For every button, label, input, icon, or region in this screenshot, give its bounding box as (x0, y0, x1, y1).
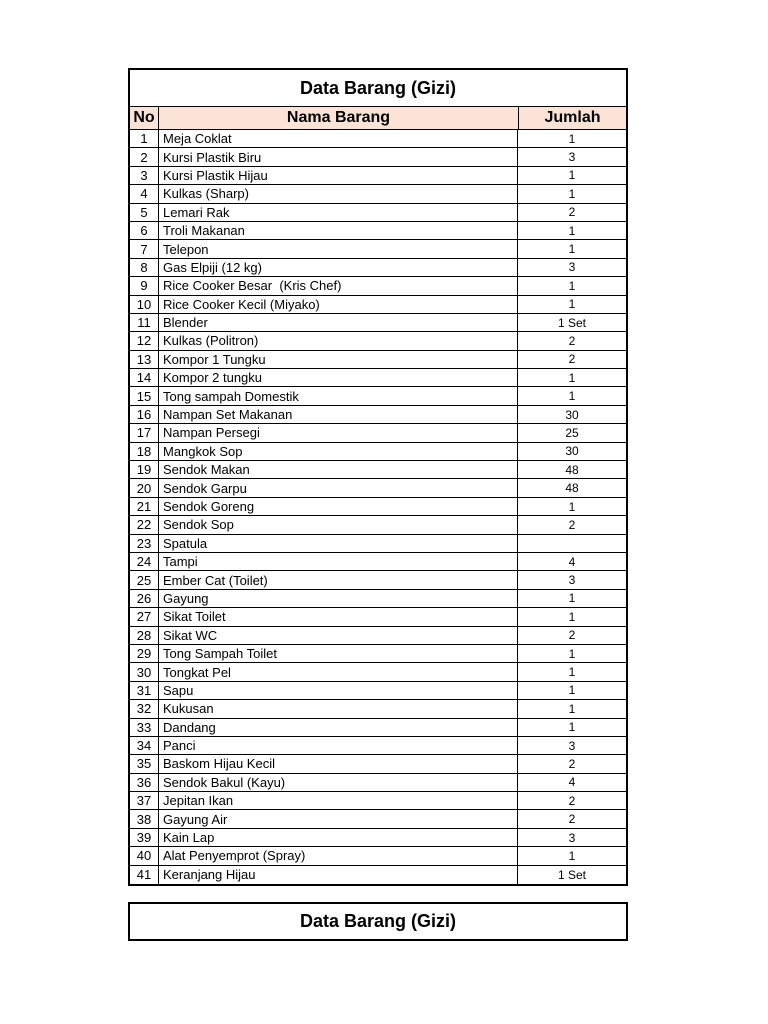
item-quantity: 2 (568, 793, 576, 808)
table-row (130, 296, 626, 314)
item-name: Sendok Goreng (159, 498, 518, 515)
item-name: Spatula (159, 535, 518, 552)
item-quantity: 1 (568, 297, 576, 312)
table-row (130, 627, 626, 645)
table-row (130, 866, 626, 884)
row-number: 39 (130, 829, 159, 846)
row-number: 28 (130, 627, 159, 644)
table-row (130, 645, 626, 663)
table-row (130, 314, 626, 332)
table-row (130, 700, 626, 718)
item-quantity: 2 (568, 517, 576, 532)
second-table-title: Data Barang (Gizi) (128, 902, 628, 941)
row-number: 17 (130, 424, 159, 441)
row-number: 29 (130, 645, 159, 662)
item-name: Rice Cooker Besar (Kris Chef) (159, 277, 518, 294)
item-quantity (518, 535, 626, 552)
inventory-table (128, 68, 628, 886)
item-name: Sendok Garpu (159, 479, 518, 496)
table-row (130, 535, 626, 553)
item-name: Gayung (159, 590, 518, 607)
row-number: 41 (130, 866, 159, 884)
item-quantity: 2 (568, 333, 576, 348)
item-name: Keranjang Hijau (159, 866, 518, 884)
row-number: 6 (130, 222, 159, 239)
row-number: 4 (130, 185, 159, 202)
table-row (130, 498, 626, 516)
item-name: Sikat Toilet (159, 608, 518, 625)
table-row (130, 369, 626, 387)
item-name: Jepitan Ikan (159, 792, 518, 809)
table-row (130, 167, 626, 185)
table-row (130, 663, 626, 681)
item-quantity: 1 (568, 683, 576, 698)
table-title: Data Barang (Gizi) (130, 70, 626, 107)
item-quantity: 1 (568, 278, 576, 293)
row-number: 2 (130, 148, 159, 165)
item-quantity: 2 (568, 205, 576, 220)
item-name: Rice Cooker Kecil (Miyako) (159, 296, 518, 313)
item-quantity: 2 (568, 352, 576, 367)
table-row (130, 222, 626, 240)
item-name: Tong sampah Domestik (159, 387, 518, 404)
row-number: 31 (130, 682, 159, 699)
row-number: 13 (130, 351, 159, 368)
row-number: 37 (130, 792, 159, 809)
table-row (130, 130, 626, 148)
row-number: 22 (130, 516, 159, 533)
table-row (130, 332, 626, 350)
item-name: Gayung Air (159, 810, 518, 827)
row-number: 21 (130, 498, 159, 515)
item-quantity: 3 (568, 573, 576, 588)
item-name: Telepon (159, 240, 518, 257)
table-row (130, 259, 626, 277)
row-number: 18 (130, 443, 159, 460)
row-number: 1 (130, 130, 159, 147)
item-quantity: 48 (565, 481, 579, 496)
item-quantity: 1 (568, 223, 576, 238)
item-name: Tong Sampah Toilet (159, 645, 518, 662)
row-number: 9 (130, 277, 159, 294)
table-row (130, 240, 626, 258)
table-row (130, 424, 626, 442)
table-row (130, 829, 626, 847)
item-quantity: 4 (568, 775, 576, 790)
item-quantity: 1 (568, 389, 576, 404)
item-quantity: 4 (568, 554, 576, 569)
row-number: 40 (130, 847, 159, 864)
row-number: 10 (130, 296, 159, 313)
item-name: Kulkas (Politron) (159, 332, 518, 349)
row-number: 26 (130, 590, 159, 607)
item-name: Kompor 2 tungku (159, 369, 518, 386)
item-name: Troli Makanan (159, 222, 518, 239)
row-number: 12 (130, 332, 159, 349)
table-row (130, 553, 626, 571)
table-row (130, 810, 626, 828)
table-row (130, 792, 626, 810)
item-name: Lemari Rak (159, 204, 518, 221)
row-number: 30 (130, 663, 159, 680)
item-quantity: 1 Set (557, 315, 587, 330)
table-row (130, 443, 626, 461)
item-name: Ember Cat (Toilet) (159, 571, 518, 588)
table-row (130, 774, 626, 792)
table-body (130, 130, 626, 884)
table-row (130, 406, 626, 424)
item-quantity: 3 (568, 260, 576, 275)
item-name: Mangkok Sop (159, 443, 518, 460)
table-row (130, 148, 626, 166)
item-name: Sikat WC (159, 627, 518, 644)
header-name: Nama Barang (159, 107, 519, 129)
item-name: Dandang (159, 719, 518, 736)
row-number: 11 (130, 314, 159, 331)
row-number: 27 (130, 608, 159, 625)
row-number: 24 (130, 553, 159, 570)
item-quantity: 1 (568, 242, 576, 257)
item-name: Alat Penyemprot (Spray) (159, 847, 518, 864)
table-row (130, 351, 626, 369)
item-name: Blender (159, 314, 518, 331)
row-number: 15 (130, 387, 159, 404)
item-name: Kursi Plastik Hijau (159, 167, 518, 184)
table-row (130, 516, 626, 534)
row-number: 7 (130, 240, 159, 257)
item-quantity: 1 (568, 665, 576, 680)
item-quantity: 2 (568, 756, 576, 771)
row-number: 34 (130, 737, 159, 754)
item-quantity: 1 (568, 701, 576, 716)
row-number: 38 (130, 810, 159, 827)
table-row (130, 204, 626, 222)
table-row (130, 571, 626, 589)
row-number: 5 (130, 204, 159, 221)
table-row (130, 461, 626, 479)
row-number: 33 (130, 719, 159, 736)
item-quantity: 1 (568, 848, 576, 863)
item-name: Kursi Plastik Biru (159, 148, 518, 165)
item-quantity: 25 (565, 425, 579, 440)
item-quantity: 1 (568, 591, 576, 606)
item-quantity: 1 (568, 370, 576, 385)
item-quantity: 30 (565, 407, 579, 422)
row-number: 8 (130, 259, 159, 276)
row-number: 32 (130, 700, 159, 717)
item-name: Tongkat Pel (159, 663, 518, 680)
item-quantity: 3 (568, 150, 576, 165)
row-number: 20 (130, 479, 159, 496)
table-row (130, 608, 626, 626)
table-row (130, 737, 626, 755)
item-quantity: 1 (568, 646, 576, 661)
table-row (130, 479, 626, 497)
item-quantity: 1 (568, 609, 576, 624)
item-name: Panci (159, 737, 518, 754)
item-name: Kulkas (Sharp) (159, 185, 518, 202)
item-quantity: 1 (568, 168, 576, 183)
item-quantity: 2 (568, 628, 576, 643)
row-number: 19 (130, 461, 159, 478)
row-number: 25 (130, 571, 159, 588)
item-quantity: 3 (568, 738, 576, 753)
item-quantity: 1 (568, 186, 576, 201)
item-name: Sapu (159, 682, 518, 699)
item-name: Baskom Hijau Kecil (159, 755, 518, 772)
item-name: Kain Lap (159, 829, 518, 846)
header-no: No (130, 107, 159, 129)
table-row (130, 847, 626, 865)
row-number: 35 (130, 755, 159, 772)
table-row (130, 185, 626, 203)
header-qty: Jumlah (544, 109, 601, 126)
table-header-row (130, 107, 626, 130)
item-name: Nampan Set Makanan (159, 406, 518, 423)
item-quantity: 1 (568, 720, 576, 735)
row-number: 14 (130, 369, 159, 386)
row-number: 3 (130, 167, 159, 184)
item-quantity: 30 (565, 444, 579, 459)
item-quantity: 48 (565, 462, 579, 477)
table-row (130, 387, 626, 405)
item-quantity: 1 (568, 131, 576, 146)
item-quantity: 3 (568, 830, 576, 845)
item-name: Nampan Persegi (159, 424, 518, 441)
table-row (130, 590, 626, 608)
item-name: Kompor 1 Tungku (159, 351, 518, 368)
table-row (130, 682, 626, 700)
item-name: Meja Coklat (159, 130, 518, 147)
row-number: 36 (130, 774, 159, 791)
item-name: Tampi (159, 553, 518, 570)
table-row (130, 719, 626, 737)
item-quantity: 1 Set (557, 867, 587, 882)
row-number: 16 (130, 406, 159, 423)
item-name: Sendok Makan (159, 461, 518, 478)
item-quantity: 2 (568, 812, 576, 827)
item-name: Gas Elpiji (12 kg) (159, 259, 518, 276)
item-name: Kukusan (159, 700, 518, 717)
item-quantity: 1 (568, 499, 576, 514)
item-name: Sendok Sop (159, 516, 518, 533)
row-number: 23 (130, 535, 159, 552)
table-row (130, 277, 626, 295)
item-name: Sendok Bakul (Kayu) (159, 774, 518, 791)
table-row (130, 755, 626, 773)
